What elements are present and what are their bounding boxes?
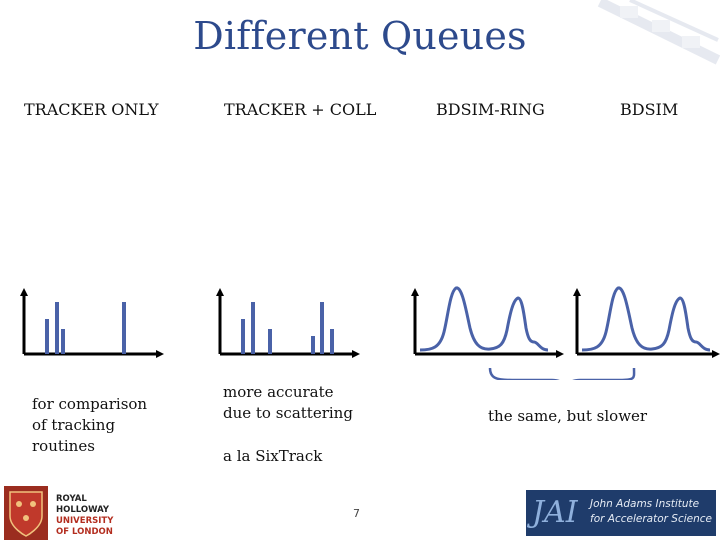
distribution-curve xyxy=(582,288,710,350)
spike-bar xyxy=(55,302,59,354)
spike-bar xyxy=(45,319,49,354)
spike-bar xyxy=(251,302,255,354)
royal-holloway-wordmark xyxy=(56,494,113,538)
note-line: routines xyxy=(32,437,95,455)
wordmark-line: HOLLOWAY xyxy=(56,505,110,515)
spike-bar xyxy=(320,302,324,354)
queue-label-tracker-only: TRACKER ONLY xyxy=(24,100,159,119)
wordmark-line: OF LONDON xyxy=(56,527,113,537)
wordmark-line: ROYAL xyxy=(56,494,87,504)
queue-label-tracker-coll: TRACKER + COLL xyxy=(224,100,377,119)
jai-wordmark xyxy=(590,497,712,527)
crest-icon xyxy=(4,486,48,540)
note-line: more accurate xyxy=(223,383,334,401)
distribution-curve xyxy=(420,288,548,350)
note-tracker-coll xyxy=(223,382,353,424)
note-same-but-slower: the same, but slower xyxy=(488,407,648,425)
royal-holloway-logo xyxy=(0,486,116,540)
diagram-bdsim-ring xyxy=(415,288,560,354)
wordmark-line: John Adams Institute xyxy=(590,498,700,510)
note-line: of tracking xyxy=(32,416,116,434)
diagram-tracker-coll xyxy=(220,292,356,354)
page-title: Different Queues xyxy=(193,14,527,58)
page-number: 7 xyxy=(353,507,360,520)
note-line: due to scattering xyxy=(223,404,353,422)
grouping-brace xyxy=(490,368,634,380)
jai-mark: JAI xyxy=(532,495,578,530)
jai-logo xyxy=(526,490,716,536)
crest-graphic xyxy=(4,486,48,540)
note-sixtrack: a la SixTrack xyxy=(223,447,323,465)
note-tracker-only xyxy=(32,394,147,457)
wordmark-line: for Accelerator Science xyxy=(590,513,712,525)
wordmark-line: UNIVERSITY xyxy=(56,516,114,526)
diagram-tracker-only xyxy=(24,292,160,354)
spike-bar xyxy=(241,319,245,354)
spike-bar xyxy=(122,302,126,354)
spike-bar xyxy=(311,336,315,354)
spike-bar xyxy=(330,329,334,354)
queue-diagrams xyxy=(0,270,720,380)
note-line: for comparison xyxy=(32,395,148,413)
queue-label-bdsim-ring: BDSIM-RING xyxy=(436,100,545,119)
spike-bar xyxy=(61,329,65,354)
queue-label-bdsim: BDSIM xyxy=(620,100,679,119)
spike-bar xyxy=(268,329,272,354)
diagram-bdsim xyxy=(577,288,716,354)
